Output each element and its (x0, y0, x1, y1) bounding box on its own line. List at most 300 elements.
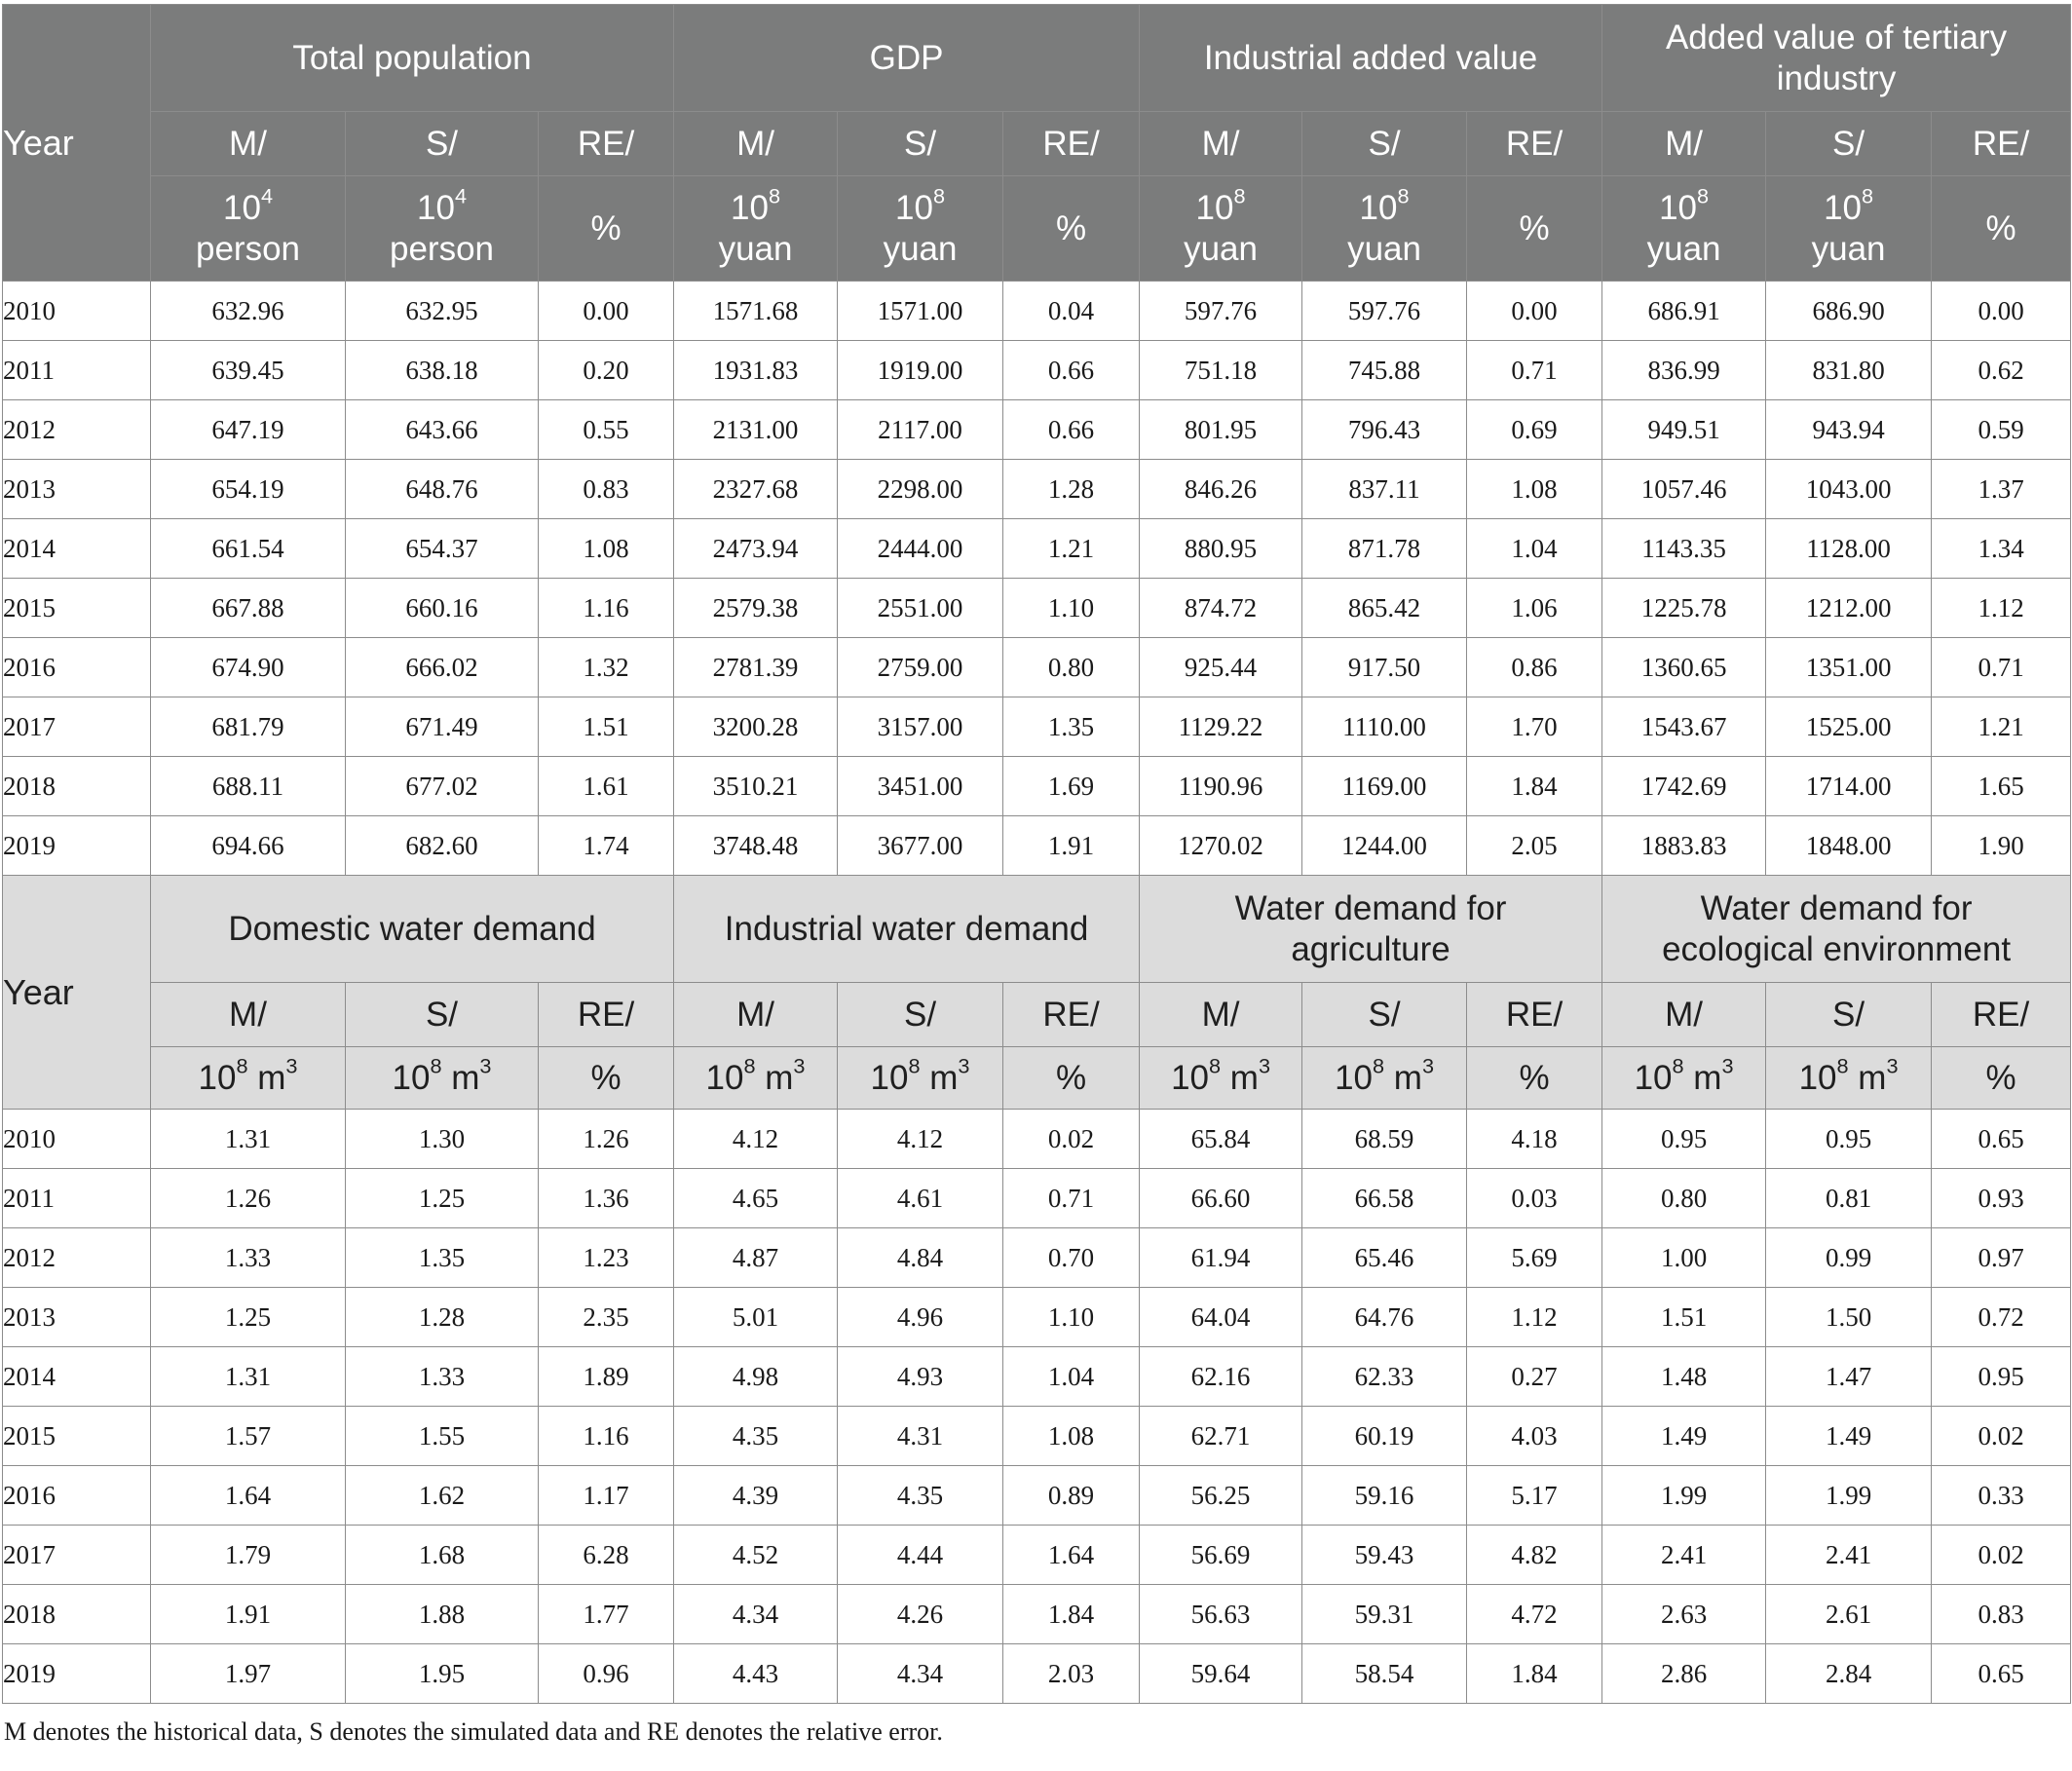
table-cell: 1.97 (151, 1644, 346, 1704)
table-row (3, 1169, 2071, 1228)
table-cell: 2.41 (1602, 1526, 1766, 1585)
table-cell: 694.66 (151, 816, 346, 876)
table-cell: 4.03 (1467, 1407, 1602, 1466)
unit-exponent: 8 (1209, 1053, 1222, 1078)
unit-exponent: 8 (236, 1053, 248, 1078)
table-cell: 1848.00 (1766, 816, 1932, 876)
year-cell: 2012 (3, 400, 151, 460)
unit-exponent: 8 (1672, 1053, 1684, 1078)
table-cell: 2.84 (1766, 1644, 1932, 1704)
table-cell: 1.74 (539, 816, 674, 876)
table-cell: 1742.69 (1602, 757, 1766, 816)
unit-exponent: 8 (743, 1053, 756, 1078)
table-cell: 1.90 (1932, 816, 2071, 876)
table-cell: 837.11 (1302, 460, 1467, 519)
table-cell: 2.63 (1602, 1585, 1766, 1644)
table-row (3, 1347, 2071, 1407)
table-cell: 831.80 (1766, 341, 1932, 400)
table-cell: 1.35 (346, 1228, 539, 1288)
unit-name: yuan (718, 229, 793, 268)
sub-header-re: RE/ (1467, 112, 1602, 176)
unit-exponent: 3 (793, 1053, 806, 1078)
table-cell: 1.48 (1602, 1347, 1766, 1407)
table-cell: 871.78 (1302, 519, 1467, 579)
table-cell: 654.19 (151, 460, 346, 519)
table-cell: 56.63 (1140, 1585, 1302, 1644)
table-cell: 1.28 (346, 1288, 539, 1347)
table-cell: 0.27 (1467, 1347, 1602, 1407)
table-cell: 1.47 (1766, 1347, 1932, 1407)
table-cell: 3157.00 (838, 697, 1003, 757)
unit-name: yuan (1184, 229, 1258, 268)
table-cell: 2.86 (1602, 1644, 1766, 1704)
table-cell: 1.51 (539, 697, 674, 757)
table-cell: 865.42 (1302, 579, 1467, 638)
table-cell: 1110.00 (1302, 697, 1467, 757)
table-cell: 1.91 (1003, 816, 1140, 876)
unit-header (151, 176, 346, 282)
table-cell: 1.62 (346, 1466, 539, 1526)
table-cell: 0.70 (1003, 1228, 1140, 1288)
year-cell: 2019 (3, 1644, 151, 1704)
table-cell: 1.08 (539, 519, 674, 579)
table-cell: 0.97 (1932, 1228, 2071, 1288)
table-cell: 1.36 (539, 1169, 674, 1228)
table-cell: 654.37 (346, 519, 539, 579)
table-row (3, 1110, 2071, 1169)
unit-exponent: 8 (1397, 183, 1410, 208)
sub-header-s: S/ (346, 983, 539, 1047)
table-cell: 643.66 (346, 400, 539, 460)
year-cell: 2014 (3, 1347, 151, 1407)
table-cell: 1.95 (346, 1644, 539, 1704)
table-cell: 64.76 (1302, 1288, 1467, 1347)
table-cell: 0.65 (1932, 1110, 2071, 1169)
table-cell: 836.99 (1602, 341, 1766, 400)
table-cell: 64.04 (1140, 1288, 1302, 1347)
year-cell: 2018 (3, 757, 151, 816)
sub-header-s: S/ (346, 112, 539, 176)
table-cell: 1351.00 (1766, 638, 1932, 697)
table-cell: 1.61 (539, 757, 674, 816)
table-cell: 0.71 (1003, 1169, 1140, 1228)
table-cell: 686.90 (1766, 282, 1932, 341)
table-cell: 1.84 (1003, 1585, 1140, 1644)
table-cell: 1244.00 (1302, 816, 1467, 876)
unit-name: m (247, 1058, 286, 1097)
table-cell: 639.45 (151, 341, 346, 400)
table-cell: 2.61 (1766, 1585, 1932, 1644)
unit-base: 10 (1171, 1058, 1209, 1097)
table-cell: 0.33 (1932, 1466, 2071, 1526)
table1-body (3, 282, 2071, 876)
table-cell: 0.93 (1932, 1169, 2071, 1228)
table-cell: 632.96 (151, 282, 346, 341)
table-cell: 0.89 (1003, 1466, 1140, 1526)
table-cell: 5.17 (1467, 1466, 1602, 1526)
unit-exponent: 8 (932, 183, 946, 208)
table-cell: 2117.00 (838, 400, 1003, 460)
year-cell: 2015 (3, 1407, 151, 1466)
table-cell: 745.88 (1302, 341, 1467, 400)
table-cell: 1.25 (346, 1169, 539, 1228)
data-table (2, 4, 2071, 1704)
sub-header-s: S/ (838, 112, 1003, 176)
table-cell: 943.94 (1766, 400, 1932, 460)
table-cell: 0.20 (539, 341, 674, 400)
table-cell: 62.33 (1302, 1347, 1467, 1407)
unit-base: 10 (1659, 188, 1697, 227)
unit-base: 10 (870, 1058, 909, 1097)
group-header-total-population: Total population (151, 5, 674, 112)
table-cell: 917.50 (1302, 638, 1467, 697)
unit-header (346, 176, 539, 282)
table-cell: 0.02 (1932, 1526, 2071, 1585)
header-row-groups (3, 5, 2071, 112)
table-cell: 686.91 (1602, 282, 1766, 341)
table-cell: 1.99 (1602, 1466, 1766, 1526)
table-cell: 1.31 (151, 1110, 346, 1169)
table-cell: 1.84 (1467, 757, 1602, 816)
unit-name: yuan (1347, 229, 1421, 268)
sub-header-re: RE/ (539, 112, 674, 176)
unit-header (1602, 176, 1766, 282)
unit-header (1766, 176, 1932, 282)
table-cell: 638.18 (346, 341, 539, 400)
unit-header (674, 176, 838, 282)
table-cell: 0.72 (1932, 1288, 2071, 1347)
table-cell: 1.69 (1003, 757, 1140, 816)
table-cell: 1.33 (151, 1228, 346, 1288)
sub-header-m: M/ (151, 112, 346, 176)
table-cell: 0.80 (1003, 638, 1140, 697)
unit-header (1932, 1047, 2071, 1110)
table-cell: 5.01 (674, 1288, 838, 1347)
table-cell: 1043.00 (1766, 460, 1932, 519)
sub-header-m: M/ (674, 983, 838, 1047)
table-cell: 0.95 (1602, 1110, 1766, 1169)
table-cell: 0.02 (1003, 1110, 1140, 1169)
table-cell: 660.16 (346, 579, 539, 638)
table-row (3, 1526, 2071, 1585)
table-cell: 0.59 (1932, 400, 2071, 460)
sub-header-s: S/ (1766, 112, 1932, 176)
table-cell: 1.10 (1003, 579, 1140, 638)
unit-exponent: 3 (479, 1053, 492, 1078)
table-cell: 1.08 (1467, 460, 1602, 519)
table-cell: 846.26 (1140, 460, 1302, 519)
table-cell: 751.18 (1140, 341, 1302, 400)
group-header-tertiary-industry: Added value of tertiary industry (1602, 5, 2071, 112)
table-cell: 2759.00 (838, 638, 1003, 697)
table-row (3, 1466, 2071, 1526)
table-cell: 597.76 (1140, 282, 1302, 341)
table-cell: 0.71 (1467, 341, 1602, 400)
table-cell: 4.31 (838, 1407, 1003, 1466)
unit-header (1467, 176, 1602, 282)
unit-exponent: 3 (285, 1053, 298, 1078)
table-cell: 1.16 (539, 1407, 674, 1466)
table-cell: 0.96 (539, 1644, 674, 1704)
table-cell: 4.12 (838, 1110, 1003, 1169)
table-cell: 1.37 (1932, 460, 2071, 519)
unit-base: 10 (1335, 1058, 1373, 1097)
group-header-agriculture-water: Water demand for agriculture (1140, 876, 1602, 983)
header-row-sub (3, 112, 2071, 176)
unit-header (1302, 176, 1467, 282)
unit-exponent: 8 (430, 1053, 442, 1078)
table-cell: 677.02 (346, 757, 539, 816)
unit-exponent: 4 (260, 183, 273, 208)
year-cell: 2016 (3, 1466, 151, 1526)
table-cell: 0.80 (1602, 1169, 1766, 1228)
table-cell: 1.04 (1003, 1347, 1140, 1407)
unit-exponent: 8 (1233, 183, 1246, 208)
year-cell: 2017 (3, 697, 151, 757)
unit-header (1003, 176, 1140, 282)
table-cell: 1.06 (1467, 579, 1602, 638)
table-cell: 1.79 (151, 1526, 346, 1585)
unit-exponent: 8 (768, 183, 781, 208)
table-cell: 66.60 (1140, 1169, 1302, 1228)
unit-header (1602, 1047, 1766, 1110)
sub-header-s: S/ (1302, 112, 1467, 176)
unit-text: % (1985, 1058, 2016, 1097)
table-cell: 65.84 (1140, 1110, 1302, 1169)
table-cell: 59.16 (1302, 1466, 1467, 1526)
sub-header-m: M/ (1602, 983, 1766, 1047)
table2-body (3, 1110, 2071, 1704)
table-cell: 1.23 (539, 1228, 674, 1288)
table-row (3, 341, 2071, 400)
unit-name: m (441, 1058, 480, 1097)
table-cell: 0.04 (1003, 282, 1140, 341)
table-cell: 1714.00 (1766, 757, 1932, 816)
group-header-industrial-added-value: Industrial added value (1140, 5, 1602, 112)
table-cell: 874.72 (1140, 579, 1302, 638)
table-cell: 0.86 (1467, 638, 1602, 697)
unit-text: % (1985, 208, 2016, 247)
unit-base: 10 (198, 1058, 237, 1097)
unit-header (1766, 1047, 1932, 1110)
table-cell: 4.12 (674, 1110, 838, 1169)
unit-base: 10 (1824, 188, 1862, 227)
unit-base: 10 (895, 188, 933, 227)
table-cell: 0.55 (539, 400, 674, 460)
table-cell: 59.43 (1302, 1526, 1467, 1585)
table-cell: 6.28 (539, 1526, 674, 1585)
table-cell: 1.89 (539, 1347, 674, 1407)
unit-header (151, 1047, 346, 1110)
year-cell: 2017 (3, 1526, 151, 1585)
table-cell: 56.69 (1140, 1526, 1302, 1585)
unit-name: person (195, 229, 301, 268)
table-cell: 647.19 (151, 400, 346, 460)
sub-header-re: RE/ (1003, 983, 1140, 1047)
table-row (3, 519, 2071, 579)
unit-header (1467, 1047, 1602, 1110)
table-cell: 949.51 (1602, 400, 1766, 460)
unit-text: % (1519, 1058, 1550, 1097)
table-cell: 4.34 (838, 1644, 1003, 1704)
table-cell: 0.62 (1932, 341, 2071, 400)
table-cell: 4.39 (674, 1466, 838, 1526)
unit-name: m (755, 1058, 794, 1097)
table-cell: 62.71 (1140, 1407, 1302, 1466)
sub-header-m: M/ (151, 983, 346, 1047)
table-cell: 4.84 (838, 1228, 1003, 1288)
table-row (3, 1288, 2071, 1347)
year-cell: 2019 (3, 816, 151, 876)
unit-exponent: 8 (1862, 183, 1874, 208)
table-cell: 1.70 (1467, 697, 1602, 757)
year-cell: 2018 (3, 1585, 151, 1644)
table-cell: 801.95 (1140, 400, 1302, 460)
table-cell: 667.88 (151, 579, 346, 638)
sub-header-m: M/ (1140, 983, 1302, 1047)
table-cell: 648.76 (346, 460, 539, 519)
table-cell: 59.64 (1140, 1644, 1302, 1704)
table-cell: 4.35 (674, 1407, 838, 1466)
unit-base: 10 (392, 1058, 431, 1097)
table-cell: 65.46 (1302, 1228, 1467, 1288)
table-cell: 58.54 (1302, 1644, 1467, 1704)
unit-name: m (1683, 1058, 1722, 1097)
unit-exponent: 4 (454, 183, 467, 208)
unit-name: yuan (1646, 229, 1721, 268)
unit-header (1932, 176, 2071, 282)
table-cell: 0.00 (1467, 282, 1602, 341)
table-cell: 62.16 (1140, 1347, 1302, 1407)
sub-header-re: RE/ (1467, 983, 1602, 1047)
table-cell: 2327.68 (674, 460, 838, 519)
table-cell: 2131.00 (674, 400, 838, 460)
table-row (3, 1585, 2071, 1644)
sub-header-s: S/ (838, 983, 1003, 1047)
unit-base: 10 (1634, 1058, 1673, 1097)
table-cell: 1.55 (346, 1407, 539, 1466)
table-cell: 1360.65 (1602, 638, 1766, 697)
footnote: M denotes the historical data, S denotes the simulated data and RE denotes the relative error. (4, 1717, 943, 1746)
table-cell: 4.72 (1467, 1585, 1602, 1644)
unit-base: 10 (1359, 188, 1398, 227)
unit-base: 10 (223, 188, 261, 227)
year-cell: 2011 (3, 1169, 151, 1228)
table-cell: 0.81 (1766, 1169, 1932, 1228)
table-row (3, 816, 2071, 876)
unit-name: m (1384, 1058, 1422, 1097)
table-cell: 4.52 (674, 1526, 838, 1585)
unit-exponent: 3 (958, 1053, 970, 1078)
table-cell: 1.91 (151, 1585, 346, 1644)
table-cell: 688.11 (151, 757, 346, 816)
table-cell: 1.77 (539, 1585, 674, 1644)
table-cell: 1.57 (151, 1407, 346, 1466)
table-cell: 0.66 (1003, 400, 1140, 460)
table-row (3, 1228, 2071, 1288)
unit-name: person (389, 229, 495, 268)
table-cell: 1.00 (1602, 1228, 1766, 1288)
group-header-industrial-water: Industrial water demand (674, 876, 1140, 983)
table-cell: 0.66 (1003, 341, 1140, 400)
table-cell: 0.95 (1766, 1110, 1932, 1169)
year-cell: 2011 (3, 341, 151, 400)
sub-header-s: S/ (1302, 983, 1467, 1047)
table-cell: 3451.00 (838, 757, 1003, 816)
table-cell: 1931.83 (674, 341, 838, 400)
table-cell: 796.43 (1302, 400, 1467, 460)
unit-exponent: 8 (1697, 183, 1710, 208)
table-cell: 2298.00 (838, 460, 1003, 519)
table-cell: 597.76 (1302, 282, 1467, 341)
unit-text: % (1519, 208, 1550, 247)
header-row-units-water (3, 1047, 2071, 1110)
table-cell: 1.16 (539, 579, 674, 638)
unit-base: 10 (1798, 1058, 1837, 1097)
group-header-ecological-water: Water demand for ecological environment (1602, 876, 2071, 983)
table-cell: 1.88 (346, 1585, 539, 1644)
unit-name: yuan (883, 229, 958, 268)
table-cell: 682.60 (346, 816, 539, 876)
year-cell: 2010 (3, 1110, 151, 1169)
year-cell: 2014 (3, 519, 151, 579)
table-cell: 1.35 (1003, 697, 1140, 757)
table-cell: 632.95 (346, 282, 539, 341)
unit-header (346, 1047, 539, 1110)
table-cell: 1.17 (539, 1466, 674, 1526)
unit-header (1140, 1047, 1302, 1110)
unit-header (674, 1047, 838, 1110)
unit-exponent: 3 (1421, 1053, 1435, 1078)
table-cell: 1.68 (346, 1526, 539, 1585)
table-cell: 4.87 (674, 1228, 838, 1288)
table-cell: 2.05 (1467, 816, 1602, 876)
table-cell: 1169.00 (1302, 757, 1467, 816)
header-row-sub-water (3, 983, 2071, 1047)
table-cell: 1.34 (1932, 519, 2071, 579)
year-header-water: Year (3, 876, 151, 1110)
table-cell: 1128.00 (1766, 519, 1932, 579)
sub-header-re: RE/ (1932, 112, 2071, 176)
table-cell: 1.50 (1766, 1288, 1932, 1347)
sub-header-re: RE/ (1932, 983, 2071, 1047)
unit-text: % (590, 1058, 622, 1097)
table-cell: 4.65 (674, 1169, 838, 1228)
table-cell: 925.44 (1140, 638, 1302, 697)
table-cell: 1.10 (1003, 1288, 1140, 1347)
table-cell: 1.64 (151, 1466, 346, 1526)
table-cell: 674.90 (151, 638, 346, 697)
sub-header-m: M/ (674, 112, 838, 176)
unit-header (539, 176, 674, 282)
table-cell: 0.69 (1467, 400, 1602, 460)
table-row (3, 757, 2071, 816)
table-cell: 4.35 (838, 1466, 1003, 1526)
table-cell: 0.02 (1932, 1407, 2071, 1466)
year-cell: 2013 (3, 1288, 151, 1347)
table-cell: 2473.94 (674, 519, 838, 579)
year-cell: 2016 (3, 638, 151, 697)
year-header: Year (3, 5, 151, 282)
table-cell: 2.35 (539, 1288, 674, 1347)
table-cell: 1543.67 (1602, 697, 1766, 757)
table-row (3, 282, 2071, 341)
header-row-groups-water (3, 876, 2071, 983)
table-cell: 681.79 (151, 697, 346, 757)
table-cell: 1.12 (1932, 579, 2071, 638)
unit-base: 10 (1195, 188, 1234, 227)
table-row (3, 460, 2071, 519)
